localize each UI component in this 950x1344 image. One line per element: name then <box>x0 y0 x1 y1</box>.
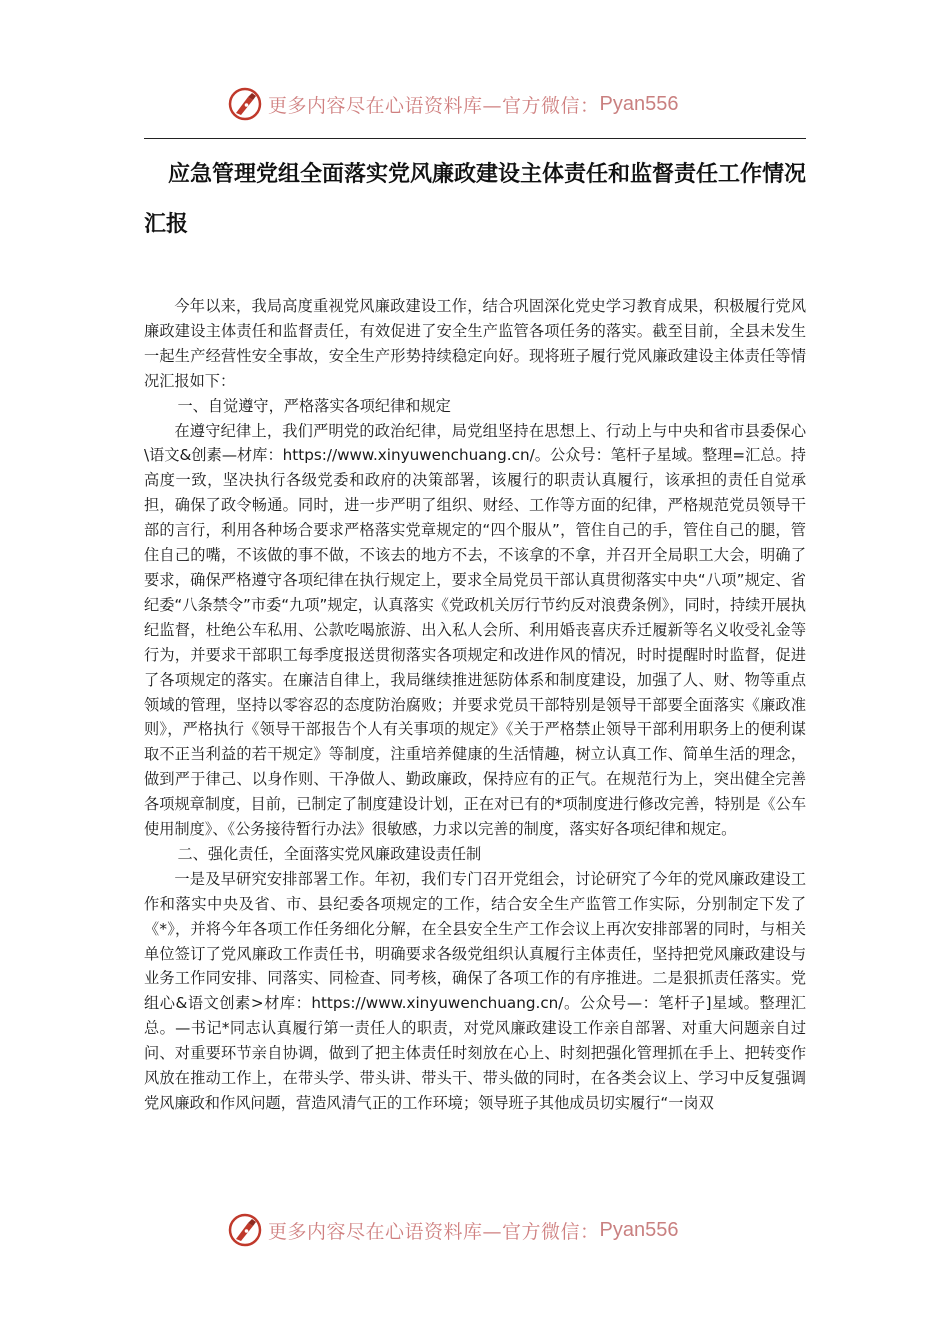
watermark-wechat-id: Pyan556 <box>599 1218 679 1241</box>
pen-nib-logo-icon <box>228 87 262 121</box>
watermark-site-text: 更多内容尽在心语资料库—官方微信： <box>268 94 600 117</box>
paragraph-section-1: 在遵守纪律上，我们严明党的政治纪律，局党组坚持在思想上、行动上与中央和省市县委保心\语文&创素—材库：https://www.xinyuwenchuang.cn/。公众号：笔杆子星域。整理=汇总。持高度一致，坚决执行各级党委和政府的决策部署，该履行的职责认真履行，该承担的责任自觉承担，确保了政令畅通。同时，进一步严明了组织、财经、工作等方面的纪律，严格规范党员领导干部的言行，利用各种场合要求严格落实党章规定的“四个服从”，管住自己的手，管住自己的腿，管住自己的嘴，不该做的事不做，不该去的地方不去，不该拿的不拿，并召开全局职工大会，明确了要求，确保严格遵守各项纪律在执行规定上，要求全局党员干部认真贯彻落实中央“八项”规定、省纪委“八条禁令”市委“九项”规定，认真落实《党政机关厉行节约反对浪费条例》，同时，持续开展执纪监督，杜绝公车私用、公款吃喝旅游、出入私人会所、利用婚丧喜庆乔迁履新等名义收受礼金等行为，并要求干部职工每季度报送贯彻落实各项规定和改进作风的情况，时时提醒时时监督，促进了各项规定的落实。在廉洁自律上，我局继续推进惩防体系和制度建设，加强了人、财、物等重点领域的管理，坚持以零容忍的态度防治腐败；并要求党员干部特别是领导干部要全面落实《廉政准则》，严格执行《领导干部报告个人有关事项的规定》《关于严格禁止领导干部利用职务上的便利谋取不正当利益的若干规定》等制度，注重培养健康的生活情趣，树立认真工作、简单生活的理念，做到严于律己、以身作则、干净做人、勤政廉政，保持应有的正气。在规范行为上，突出健全完善各项规章制度，目前，已制定了制度建设计划，正在对已有的*项制度进行修改完善，特别是《公车使用制度》、《公务接待暂行办法》很敏感，力求以完善的制度，落实好各项纪律和规定。 <box>144 421 806 839</box>
document-body <box>144 294 806 1116</box>
paragraph-section-2: 一是及早研究安排部署工作。年初，我们专门召开党组会，讨论研究了今年的党风廉政建设工作和落实中央及省、市、县纪委各项规定的工作，结合安全生产监管工作实际，分别制定下发了《*》，并将今年各项工作任务细化分解，在全县安全生产工作会议上再次安排部署的同时，与相关单位签订了党风廉政工作责任书，明确要求各级党组织认真履行主体责任，坚持把党风廉政建设与业务工作同安排、同落实、同检查、同考核，确保了各项工作的有序推进。二是狠抓责任落实。党组心&语文创素>材库：https://www.xinyuwenchuang.cn/。公众号—：笔杆子]星域。整理汇总。—书记*同志认真履行第一责任人的职责，对党风廉政建设工作亲自部署、对重大问题亲自过问、对重要环节亲自协调，做到了把主体责任时刻放在心上、时刻把强化管理抓在手上、把转变作风放在推动工作上，在带头学、带头讲、带头干、带头做的同时，在各类会议上、学习中反复强调党风廉政和作风问题，营造风清气正的工作环境；领导班子其他成员切实履行“一岗双 <box>144 869 806 1112</box>
watermark-banner-top <box>228 84 728 124</box>
watermark-wechat-id: Pyan556 <box>599 92 679 115</box>
section-heading-2: 二、强化责任，全面落实党风廉政建设责任制 <box>177 844 482 863</box>
header-divider <box>144 138 806 139</box>
pen-nib-logo-icon <box>228 1213 262 1247</box>
section-heading-1: 一、自觉遵守，严格落实各项纪律和规定 <box>177 396 451 415</box>
watermark-site-text: 更多内容尽在心语资料库—官方微信： <box>268 1220 600 1243</box>
watermark-banner-bottom <box>228 1210 728 1250</box>
paragraph-intro: 今年以来，我局高度重视党风廉政建设工作，结合巩固深化党史学习教育成果，积极履行党风廉政建设主体责任和监督责任，有效促进了安全生产监管各项任务的落实。截至目前，全县未发生一起生产经营性安全事故，安全生产形势持续稳定向好。现将班子履行党风廉政建设主体责任等情况汇报如下： <box>144 297 806 390</box>
document-title: 应急管理党组全面落实党风廉政建设主体责任和监督责任工作情况汇报 <box>144 162 807 237</box>
